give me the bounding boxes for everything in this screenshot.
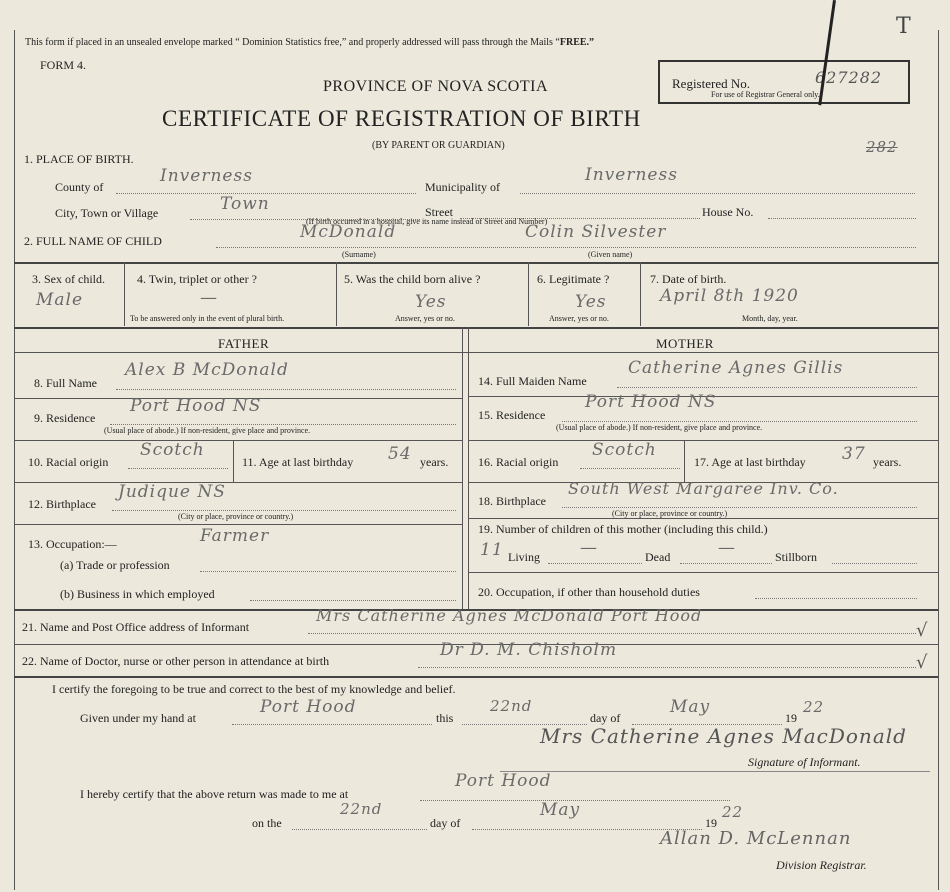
doctor-line	[418, 667, 916, 668]
divider-row3-top	[14, 262, 938, 264]
dead-label: Dead	[645, 550, 671, 564]
father-row-line	[14, 524, 462, 525]
mother-name-label: 14. Full Maiden Name	[478, 374, 587, 388]
legitimate-value: Yes	[575, 292, 607, 312]
sex-value: Male	[36, 290, 84, 310]
mother-residence-note: (Usual place of abode.) If non-resident, give place and province.	[556, 423, 763, 432]
given-place-line	[232, 724, 432, 725]
child-name-line	[216, 247, 916, 248]
trade-line	[200, 571, 456, 572]
father-age-label: 11. Age at last birthday	[242, 455, 354, 469]
doctor-value: Dr D. M. Chisholm	[440, 640, 618, 660]
child-given-value: Colin Silvester	[525, 222, 667, 242]
stillborn-line	[832, 563, 917, 564]
father-row-line	[14, 482, 462, 483]
municipality-value: Inverness	[585, 165, 678, 185]
legitimate-note: Answer, yes or no.	[549, 314, 609, 323]
father-occupation-label: 13. Occupation:—	[28, 537, 117, 551]
certification-separator	[500, 771, 930, 772]
informant-tick: √	[916, 620, 929, 641]
right-border	[938, 30, 939, 890]
alive-value: Yes	[415, 292, 447, 312]
father-age-value: 54	[388, 444, 412, 464]
twin-value: —	[200, 288, 218, 308]
row3-divider	[640, 262, 641, 326]
registered-number: 627282	[815, 68, 883, 87]
this-label: this	[436, 711, 454, 725]
dob-value: April 8th 1920	[660, 286, 799, 306]
registered-label: Registered No.	[672, 76, 750, 91]
form-number: FORM 4.	[40, 58, 87, 72]
mail-notice-free: FREE.”	[559, 37, 595, 48]
given-day-value: 22nd	[490, 697, 533, 715]
given-year-value: 22	[803, 698, 825, 716]
father-residence-label: 9. Residence	[34, 411, 96, 425]
living-value: 11	[480, 540, 504, 560]
mother-age-value: 37	[842, 444, 866, 464]
day-of-label: day of	[590, 711, 621, 725]
hospital-note: (If birth occurred in a hospital, give its name instead of Street and Number)	[306, 217, 548, 226]
father-racial-value: Scotch	[140, 440, 205, 460]
child-name-label: 2. FULL NAME OF CHILD	[24, 234, 162, 248]
mother-name-value: Catherine Agnes Gillis	[628, 358, 844, 378]
father-residence-line	[110, 424, 456, 425]
corner-mark: T	[896, 14, 912, 39]
trade-label: (a) Trade or profession	[60, 558, 170, 572]
left-border	[14, 30, 15, 890]
mother-racial-line	[580, 468, 680, 469]
place-of-birth-label: 1. PLACE OF BIRTH.	[24, 152, 134, 166]
crossed-number: 282	[866, 138, 898, 156]
father-birthplace-line	[112, 510, 456, 511]
father-heading: FATHER	[218, 336, 270, 351]
mother-residence-label: 15. Residence	[478, 408, 546, 422]
city-value: Town	[220, 194, 270, 214]
given-month-value: May	[670, 697, 711, 717]
given-year-prefix: 19	[785, 711, 797, 725]
divider-parents-top	[14, 327, 938, 329]
informant-label: 21. Name and Post Office address of Informant	[22, 620, 250, 634]
mother-occupation-label: 20. Occupation, if other than household duties	[478, 585, 700, 599]
mother-row-line	[468, 440, 938, 441]
page-title: CERTIFICATE OF REGISTRATION OF BIRTH	[162, 106, 641, 131]
father-occupation-value: Farmer	[200, 526, 270, 546]
father-racial-line	[128, 468, 228, 469]
on-the-label: on the	[252, 816, 282, 830]
row3-divider	[336, 262, 337, 326]
mother-row-line	[468, 572, 938, 573]
parents-divider-left	[462, 327, 463, 609]
street-label: Street	[425, 205, 453, 219]
sex-label: 3. Sex of child.	[32, 272, 105, 286]
doctor-label: 22. Name of Doctor, nurse or other person in attendance at birth	[22, 654, 330, 668]
father-row-line	[14, 440, 462, 441]
living-line	[548, 563, 642, 564]
mother-heading: MOTHER	[656, 336, 714, 351]
return-month-value: May	[540, 800, 581, 820]
father-name-value: Alex B McDonald	[125, 360, 289, 380]
given-caption: (Given name)	[588, 250, 633, 259]
return-day-of-label: day of	[430, 816, 461, 830]
mother-name-line	[617, 387, 917, 388]
registrar-signature: Allan D. McLennan	[660, 828, 852, 849]
informant-value: Mrs Catherine Agnes McDonald Port Hood	[316, 606, 703, 625]
father-name-line	[116, 389, 456, 390]
heading-underline	[14, 352, 938, 353]
twin-note: To be answered only in the event of plural birth.	[130, 314, 285, 323]
surname-caption: (Surname)	[342, 250, 376, 259]
return-day-line	[292, 829, 427, 830]
doctor-tick: √	[916, 652, 929, 673]
living-label: Living	[508, 550, 540, 564]
mother-row-line	[468, 518, 938, 519]
father-racial-label: 10. Racial origin	[28, 455, 109, 469]
dob-note: Month, day, year.	[742, 314, 798, 323]
mother-racial-value: Scotch	[592, 440, 657, 460]
return-statement: I hereby certify that the above return was made to me at	[80, 787, 349, 801]
father-residence-note: (Usual place of abode.) If non-resident, give place and province.	[104, 426, 311, 435]
stillborn-label: Stillborn	[775, 550, 818, 564]
mother-racial-label: 16. Racial origin	[478, 455, 559, 469]
given-place-value: Port Hood	[260, 697, 357, 717]
divider-certification-top	[14, 676, 938, 678]
dob-label: 7. Date of birth.	[650, 272, 727, 286]
mother-birthplace-value: South West Margaree Inv. Co.	[568, 479, 839, 498]
registrar-use-note: For use of Registrar General only.	[711, 90, 820, 99]
mother-birthplace-label: 18. Birthplace	[478, 494, 546, 508]
row3-divider	[528, 262, 529, 326]
father-age-unit: years.	[420, 455, 449, 469]
mother-occupation-line	[755, 598, 917, 599]
dead-value: —	[580, 538, 598, 558]
mother-birthplace-line	[562, 507, 917, 508]
mother-age-unit: years.	[873, 455, 902, 469]
municipality-line	[520, 193, 915, 194]
parents-divider-right	[468, 327, 469, 609]
dead-line	[680, 563, 772, 564]
alive-note: Answer, yes or no.	[395, 314, 455, 323]
county-label: County of	[55, 180, 104, 194]
father-age-divider	[233, 440, 234, 482]
certify-statement: I certify the foregoing to be true and correct to the best of my knowledge and belief.	[52, 682, 456, 696]
mail-notice	[25, 37, 594, 48]
mother-age-divider	[684, 440, 685, 482]
division-registrar-label: Division Registrar.	[776, 858, 867, 872]
father-birthplace-value: Judique NS	[118, 482, 226, 502]
twin-label: 4. Twin, triplet or other ?	[137, 272, 257, 286]
house-label: House No.	[702, 205, 754, 219]
father-birthplace-label: 12. Birthplace	[28, 497, 96, 511]
business-line	[250, 600, 456, 601]
mail-notice-text: This form if placed in an unsealed envelope marked “ Dominion Statistics free,” and properly addressed will pass through the Mails “	[25, 37, 560, 48]
city-label: City, Town or Village	[55, 206, 159, 220]
given-under-label: Given under my hand at	[80, 711, 196, 725]
mother-residence-value: Port Hood NS	[585, 392, 717, 412]
child-surname-value: McDonald	[300, 222, 397, 242]
county-value: Inverness	[160, 166, 253, 186]
signature-of-informant-label: Signature of Informant.	[748, 755, 861, 769]
return-place-value: Port Hood	[455, 771, 552, 791]
father-birthplace-note: (City or place, province or country.)	[178, 512, 294, 521]
father-name-label: 8. Full Name	[34, 376, 97, 390]
mother-birthplace-note: (City or place, province or country.)	[612, 509, 728, 518]
return-year-value: 22	[722, 803, 744, 821]
father-residence-value: Port Hood NS	[130, 396, 262, 416]
alive-label: 5. Was the child born alive ?	[344, 272, 481, 286]
municipality-label: Municipality of	[425, 180, 500, 194]
informant-line	[308, 633, 916, 634]
children-count-label: 19. Number of children of this mother (including this child.)	[478, 522, 768, 536]
return-day-value: 22nd	[340, 800, 383, 818]
mother-age-label: 17. Age at last birthday	[694, 455, 806, 469]
business-label: (b) Business in which employed	[60, 587, 215, 601]
mother-residence-line	[562, 421, 917, 422]
return-year-prefix: 19	[705, 816, 717, 830]
province-heading: PROVINCE OF NOVA SCOTIA	[323, 78, 549, 95]
row3-divider	[124, 262, 125, 326]
legitimate-label: 6. Legitimate ?	[537, 272, 610, 286]
stillborn-value: —	[718, 538, 736, 558]
page-subtitle: (BY PARENT OR GUARDIAN)	[372, 140, 505, 151]
house-line	[768, 218, 916, 219]
informant-signature: Mrs Catherine Agnes MacDonald	[540, 724, 907, 748]
